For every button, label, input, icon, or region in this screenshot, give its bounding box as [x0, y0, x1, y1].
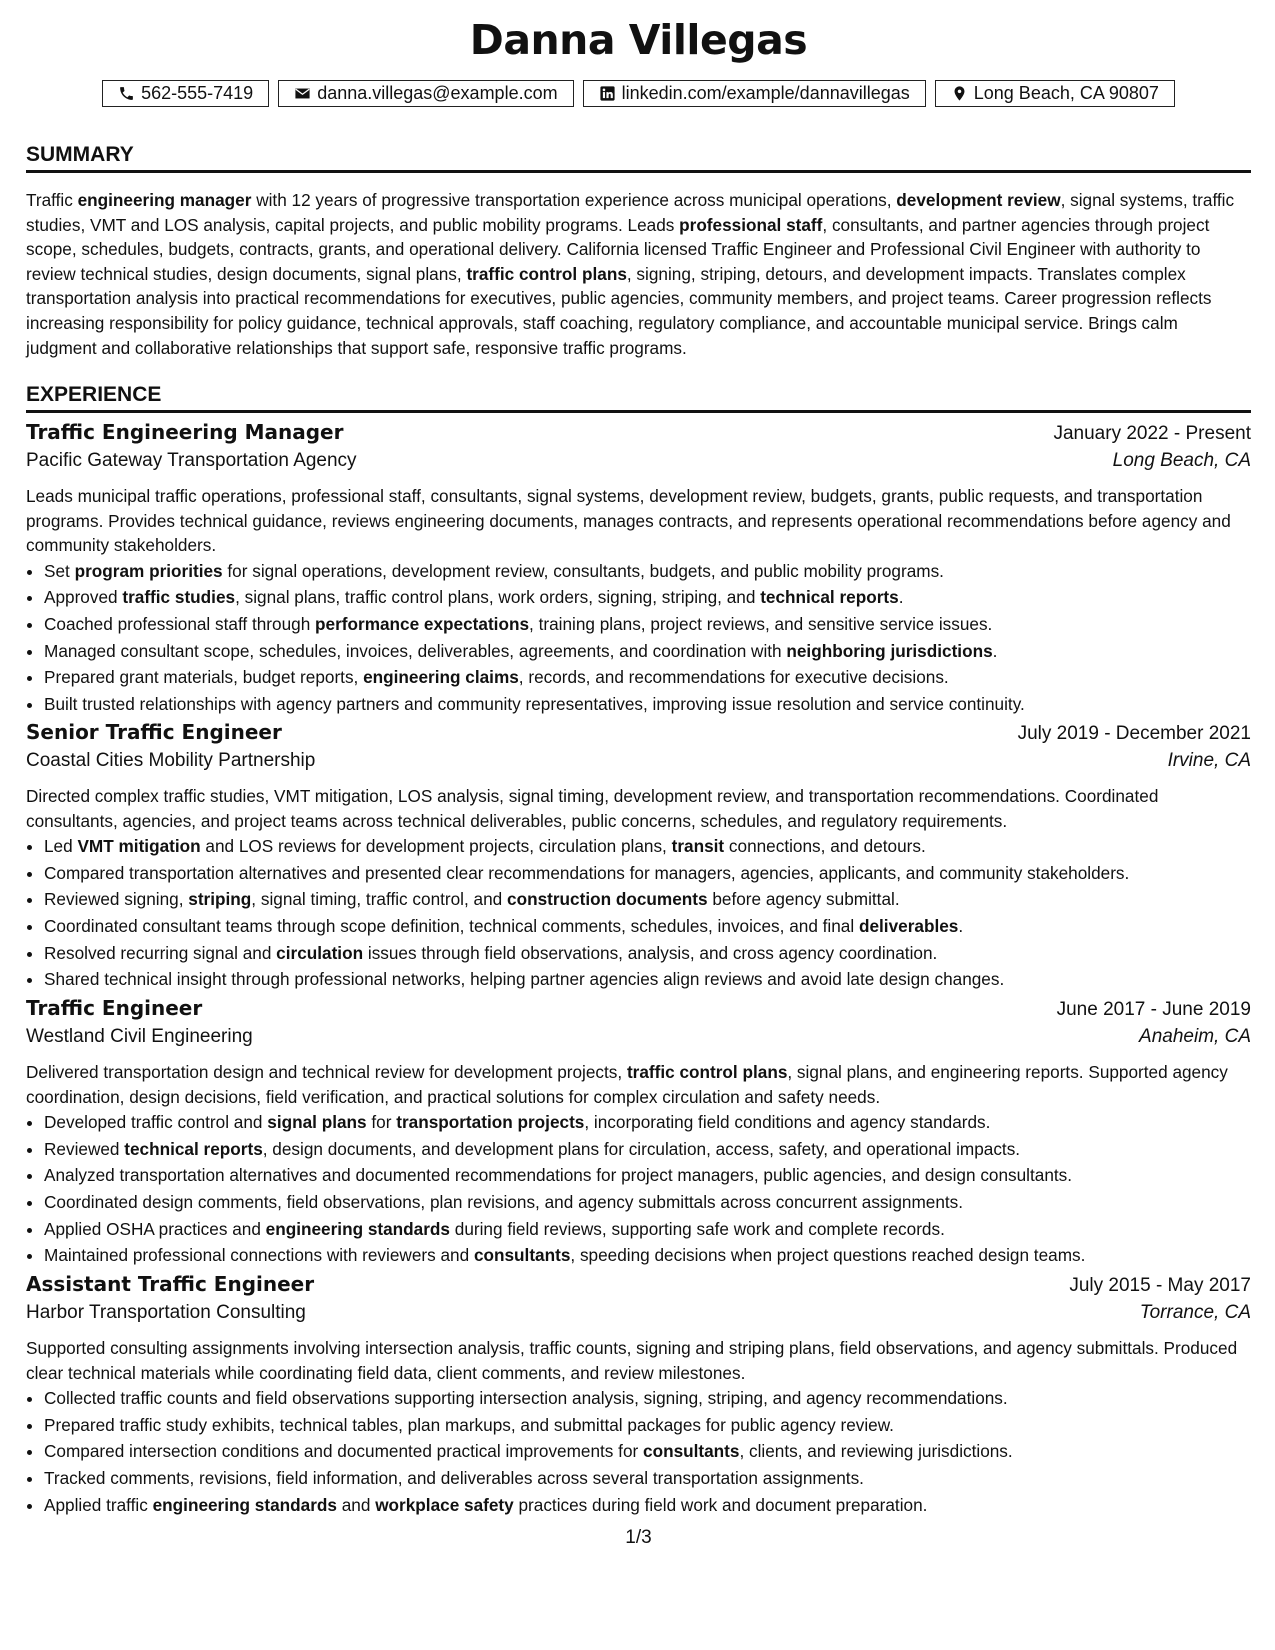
summary-text: Traffic engineering manager with 12 years of progressive transportation experience across municipal operations, development review, signal systems, traffic studies, VMT and LOS analysis, capital projects, and public mobility programs. Leads professional staff, consultants, and partner agencies through project scope, schedules, budgets, contracts, grants, and operational delivery. California licensed Traffic Engineer and Professional Civil Engineer with authority to review technical studies, design documents, signal plans, traffic control plans, signing, striping, detours, and development impacts. Translates complex transportation analysis into practical recommendations for executives, public agencies, community members, and project teams. Career progression reflects increasing responsibility for policy guidance, technical approvals, staff coaching, regulatory compliance, and accountable municipal service. Brings calm judgment and collaborative relationships that support safe, responsive traffic programs.: [26, 190, 1235, 358]
bullet-item: • Set program priorities for signal operations, development review, consultants, budgets, and public mobility programs.: [44, 558, 1251, 585]
phone-icon: [118, 85, 135, 102]
bullet-item: • Approved traffic studies, signal plans, traffic control plans, work orders, signing, striping, and technical reports.: [44, 584, 1251, 611]
company-name: Coastal Cities Mobility Partnership: [26, 750, 316, 771]
location-contact: [935, 80, 1175, 107]
phone-text: 562-555-7419: [141, 83, 254, 103]
job-entry: [26, 420, 1251, 717]
candidate-name: Danna Villegas: [469, 16, 808, 64]
linkedin-text: linkedin.com/example/dannavillegas: [621, 83, 910, 103]
job-description: Supported consulting assignments involving intersection analysis, traffic counts, signing and striping plans, field observations, and agency submittals. Produced clear technical materials while coordinating field data, client comments, and review milestones.: [26, 1338, 1238, 1383]
job-bullets: [26, 558, 1251, 718]
bullet-item: • Developed traffic control and signal plans for transportation projects, incorporating field conditions and agency standards.: [44, 1109, 1251, 1136]
email-text: danna.villegas@example.com: [317, 83, 558, 103]
bullet-item: • Collected traffic counts and field observations supporting intersection analysis, signing, striping, and agency recommendations.: [44, 1385, 1251, 1412]
bullet-item: • Applied traffic engineering standards and workplace safety practices during field work and document preparation.: [44, 1492, 1251, 1519]
bullet-item: • Resolved recurring signal and circulation issues through field observations, analysis, and cross agency coordination.: [44, 940, 1251, 967]
bullet-item: • Applied OSHA practices and engineering standards during field reviews, supporting safe work and complete records.: [44, 1216, 1251, 1243]
company-name: Harbor Transportation Consulting: [26, 1302, 306, 1323]
job-entry: [26, 996, 1251, 1269]
map-marker-icon: [951, 85, 968, 102]
bullet-item: • Prepared traffic study exhibits, technical tables, plan markups, and submittal packages for public agency review.: [44, 1412, 1251, 1439]
bullet-item: • Analyzed transportation alternatives and documented recommendations for project managers, public agencies, and design consultants.: [44, 1162, 1251, 1189]
job-title: Senior Traffic Engineer: [26, 720, 282, 744]
contact-bar: [26, 80, 1251, 107]
linkedin-icon: [599, 85, 616, 102]
bullet-item: • Reviewed technical reports, design documents, and development plans for circulation, access, safety, and operational impacts.: [44, 1136, 1251, 1163]
company-name: Pacific Gateway Transportation Agency: [26, 450, 357, 471]
job-title: Traffic Engineer: [26, 996, 203, 1020]
location-text: Long Beach, CA 90807: [973, 83, 1159, 103]
bullet-item: • Compared transportation alternatives and presented clear recommendations for managers, agencies, applicants, and community stakeholders.: [44, 860, 1251, 887]
bullet-item: • Prepared grant materials, budget reports, engineering claims, records, and recommendations for executive decisions.: [44, 664, 1251, 691]
bullet-item: • Shared technical insight through professional networks, helping partner agencies align reviews and avoid late design changes.: [44, 966, 1251, 993]
job-location: Anaheim, CA: [1139, 1026, 1251, 1047]
bullet-item: • Coached professional staff through performance expectations, training plans, project reviews, and sensitive service issues.: [44, 611, 1251, 638]
bullet-item: • Compared intersection conditions and documented practical improvements for consultants, clients, and reviewing jurisdictions.: [44, 1438, 1251, 1465]
job-entry: [26, 720, 1251, 993]
bullet-item: • Led VMT mitigation and LOS reviews for development projects, circulation plans, transit connections, and detours.: [44, 833, 1251, 860]
job-entry: [26, 1272, 1251, 1518]
page-number: 1/3: [625, 1527, 652, 1548]
job-dates: January 2022 - Present: [1053, 423, 1251, 444]
job-title: Traffic Engineering Manager: [26, 420, 344, 444]
job-bullets: [26, 1109, 1251, 1269]
job-location: Torrance, CA: [1139, 1302, 1251, 1323]
bullet-item: • Coordinated consultant teams through scope definition, technical comments, schedules, invoices, and final deliverables.: [44, 913, 1251, 940]
job-description: Delivered transportation design and technical review for development projects, traffic control plans, signal plans, and engineering reports. Supported agency coordination, design decisions, field verification, and practical solutions for complex circulation and safety needs.: [26, 1062, 1228, 1107]
envelope-icon: [294, 85, 311, 102]
bullet-item: • Tracked comments, revisions, field information, and deliverables across several transportation assignments.: [44, 1465, 1251, 1492]
job-bullets: [26, 1385, 1251, 1518]
job-description: Directed complex traffic studies, VMT mitigation, LOS analysis, signal timing, development review, and transportation recommendations. Coordinated consultants, agencies, and project teams across technical deliverables, public concerns, schedules, and regulatory requirements.: [26, 786, 1159, 831]
job-dates: July 2019 - December 2021: [1017, 723, 1251, 744]
bullet-item: • Managed consultant scope, schedules, invoices, deliverables, agreements, and coordination with neighboring jurisdictions.: [44, 638, 1251, 665]
job-location: Long Beach, CA: [1112, 450, 1251, 471]
bullet-item: • Built trusted relationships with agency partners and community representatives, improving issue resolution and service continuity.: [44, 691, 1251, 718]
job-title: Assistant Traffic Engineer: [26, 1272, 315, 1296]
summary-heading: SUMMARY: [26, 143, 1251, 173]
email-contact[interactable]: [278, 80, 573, 107]
linkedin-contact[interactable]: [583, 80, 926, 107]
company-name: Westland Civil Engineering: [26, 1026, 253, 1047]
phone-contact[interactable]: [102, 80, 269, 107]
experience-heading: EXPERIENCE: [26, 383, 1251, 413]
job-dates: July 2015 - May 2017: [1069, 1275, 1251, 1296]
bullet-item: • Coordinated design comments, field observations, plan revisions, and agency submittals across concurrent assignments.: [44, 1189, 1251, 1216]
bullet-item: • Maintained professional connections with reviewers and consultants, speeding decisions when project questions reached design teams.: [44, 1242, 1251, 1269]
resume-page: [26, 0, 1251, 1650]
job-location: Irvine, CA: [1167, 750, 1251, 771]
bullet-item: • Reviewed signing, striping, signal timing, traffic control, and construction documents before agency submittal.: [44, 886, 1251, 913]
job-dates: June 2017 - June 2019: [1056, 999, 1251, 1020]
job-description: Leads municipal traffic operations, professional staff, consultants, signal systems, development review, budgets, grants, public requests, and transportation programs. Provides technical guidance, reviews engineering documents, manages contracts, and represents operational recommendations before agency and community stakeholders.: [26, 486, 1231, 556]
job-bullets: [26, 833, 1251, 993]
